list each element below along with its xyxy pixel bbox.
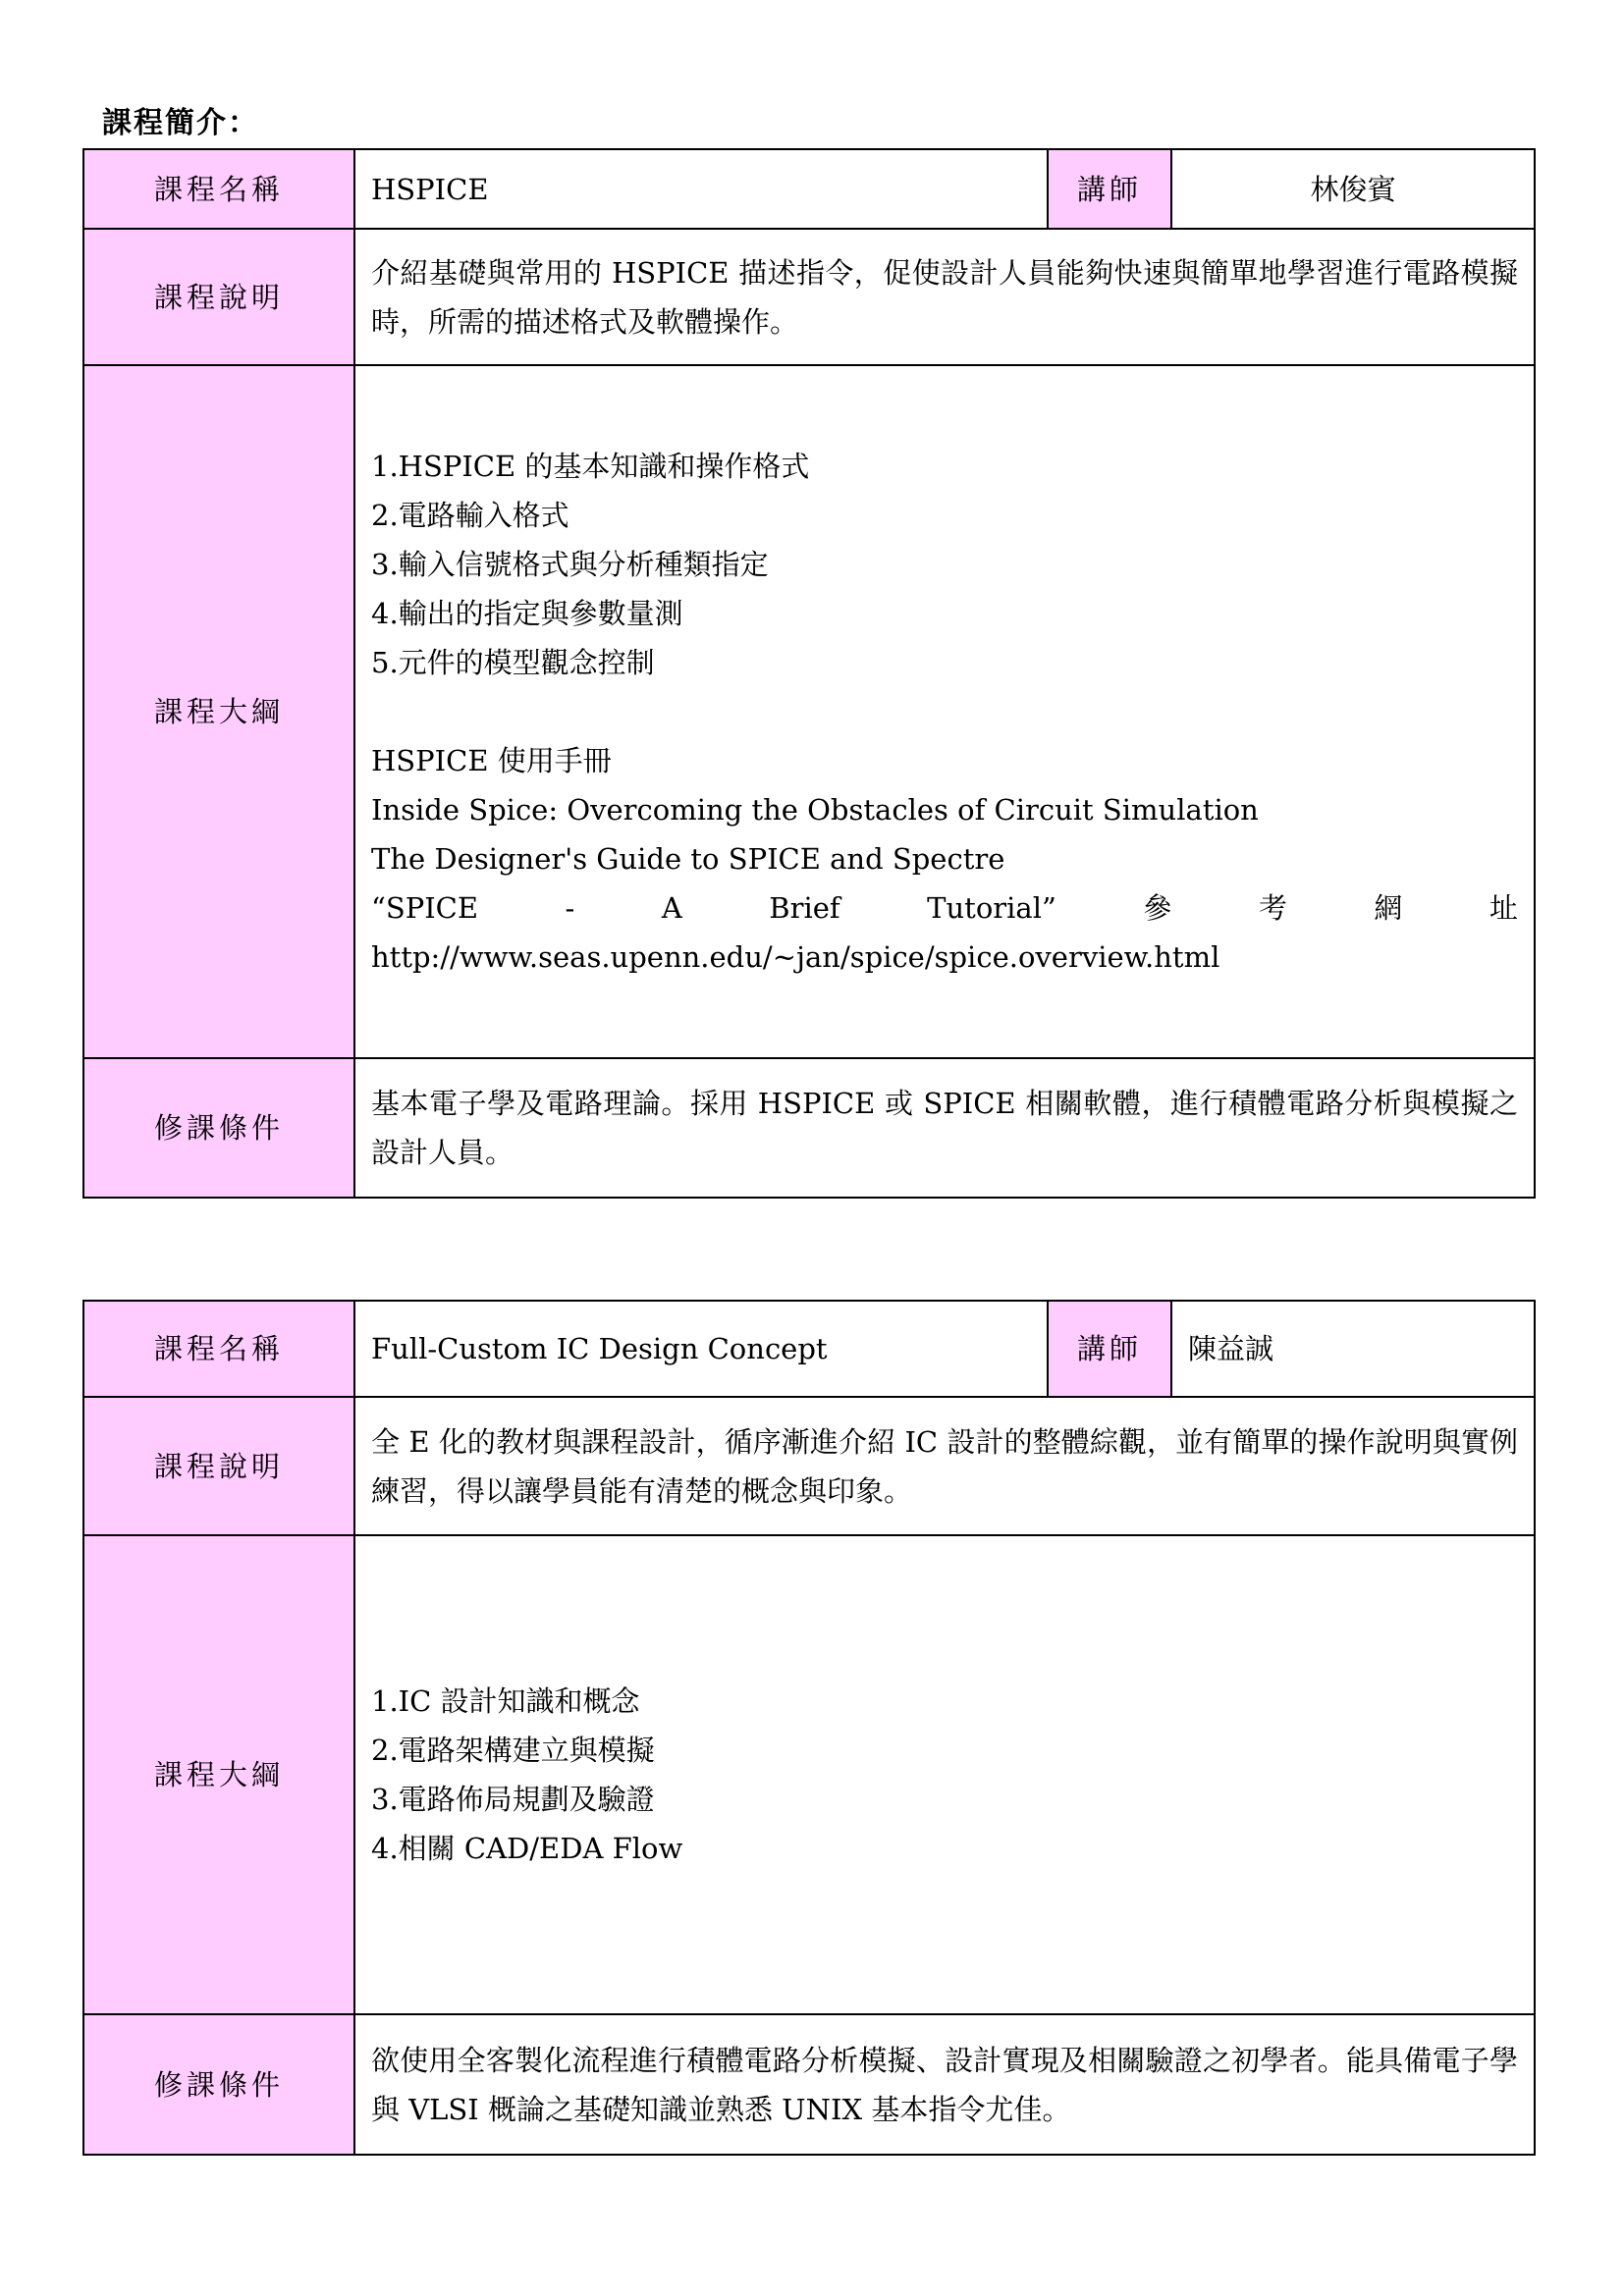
ref-word: Brief (769, 891, 840, 925)
course-outline-label: 課程大綱 (83, 365, 354, 1058)
outline-item: 4.相關 CAD/EDA Flow (371, 1832, 683, 1865)
course-name-label: 課程名稱 (83, 149, 354, 229)
ref-word: A (661, 891, 682, 925)
course-outline-value (354, 1535, 1535, 2014)
instructor-label: 講師 (1048, 1301, 1171, 1397)
reference-item: HSPICE 使用手冊 (371, 744, 612, 777)
outline-item: 3.電路佈局規劃及驗證 (371, 1783, 655, 1816)
outline-item: 4.輸出的指定與參數量測 (371, 597, 683, 630)
ref-word: 址 (1489, 891, 1518, 925)
course-table-full-custom-ic (82, 1300, 1536, 2156)
reference-spice-tutorial (371, 883, 1518, 933)
outline-item: 1.IC 設計知識和概念 (371, 1684, 640, 1718)
instructor-label: 講師 (1048, 149, 1171, 229)
page-heading: 課程簡介： (102, 106, 259, 140)
course-outline-label: 課程大綱 (83, 1535, 354, 2014)
ref-word: “SPICE (371, 891, 479, 925)
course-desc-label: 課程說明 (83, 229, 354, 365)
instructor-value: 陳益誠 (1171, 1301, 1535, 1397)
outline-item: 1.HSPICE 的基本知識和操作格式 (371, 450, 810, 483)
course-name-value: Full-Custom IC Design Concept (354, 1301, 1048, 1397)
instructor-value: 林俊賓 (1171, 149, 1535, 229)
outline-item: 2.電路架構建立與模擬 (371, 1734, 655, 1767)
ref-word: 考 (1258, 891, 1287, 925)
course-prereq-value: 欲使用全客製化流程進行積體電路分析模擬、設計實現及相關驗證之初學者。能具備電子學與 VLSI 概論之基礎知識並熟悉 UNIX 基本指令尤佳。 (354, 2014, 1535, 2155)
reference-url: http://www.seas.upenn.edu/~jan/spice/spice.overview.html (371, 940, 1220, 974)
course-name-label: 課程名稱 (83, 1301, 354, 1397)
course-prereq-label: 修課條件 (83, 1058, 354, 1198)
course-outline-value (354, 365, 1535, 1058)
reference-item: Inside Spice: Overcoming the Obstacles of Circuit Simulation (371, 793, 1259, 827)
ref-word: 網 (1374, 891, 1403, 925)
outline-spacer (371, 687, 1518, 736)
ref-word: 參 (1143, 891, 1172, 925)
ref-word: Tutorial” (927, 891, 1056, 925)
course-desc-label: 課程說明 (83, 1397, 354, 1535)
course-prereq-label: 修課條件 (83, 2014, 354, 2155)
ref-word: - (565, 891, 575, 925)
outline-item: 3.輸入信號格式與分析種類指定 (371, 548, 769, 581)
course-name-value: HSPICE (354, 149, 1048, 229)
course-desc-value: 介紹基礎與常用的 HSPICE 描述指令，促使設計人員能夠快速與簡單地學習進行電路模擬時，所需的描述格式及軟體操作。 (354, 229, 1535, 365)
outline-item: 5.元件的模型觀念控制 (371, 646, 655, 679)
outline-item: 2.電路輸入格式 (371, 499, 569, 532)
course-table-hspice (82, 148, 1536, 1199)
reference-item: The Designer's Guide to SPICE and Spectre (371, 842, 1005, 876)
course-prereq-value: 基本電子學及電路理論。採用 HSPICE 或 SPICE 相關軟體，進行積體電路分析與模擬之設計人員。 (354, 1058, 1535, 1198)
course-desc-value: 全 E 化的教材與課程設計，循序漸進介紹 IC 設計的整體綜觀，並有簡單的操作說明與實例練習，得以讓學員能有清楚的概念與印象。 (354, 1397, 1535, 1535)
